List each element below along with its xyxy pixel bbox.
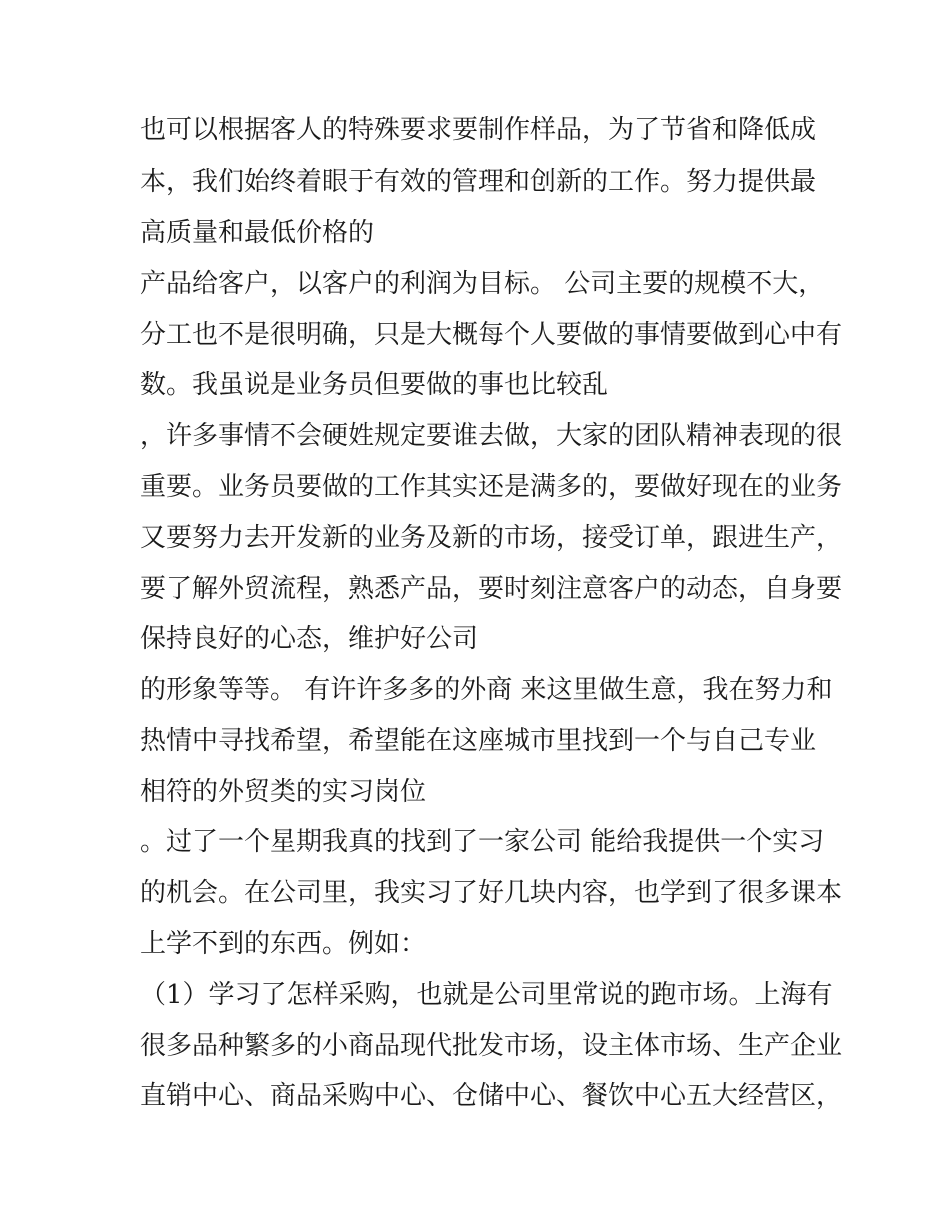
text-line: 要了解外贸流程，熟悉产品，要时刻注意客户的动态，自身要 [140,574,843,604]
text-line: 上学不到的东西。例如： [140,929,427,959]
text-line: 本，我们始终着眼于有效的管理和创新的工作。努力提供最 [140,167,817,197]
text-line: （1）学习了怎样采购，也就是公司里常说的跑市场。上海有 [140,980,833,1010]
text-line: 的形象等等。 有许许多多的外商 来这里做生意，我在努力和 [140,675,833,705]
text-line: 产品给客户，以客户的利润为目标。 公司主要的规模不大， [140,269,825,299]
text-line: 热情中寻找希望，希望能在这座城市里找到一个与自己专业 [140,726,817,756]
text-line: 保持良好的心态，维护好公司 [140,624,479,654]
text-line: 直销中心、商品采购中心、仓储中心、餐饮中心五大经营区， [140,1081,843,1111]
text-line: 又要努力去开发新的业务及新的市场，接受订单，跟进生产， [140,523,843,553]
text-line: 。过了一个星期我真的找到了一家公司 能给我提供一个实习 [140,827,825,857]
text-line: 高质量和最低价格的 [140,218,375,248]
text-line: 分工也不是很明确，只是大概每个人要做的事情要做到心中有 [140,320,843,350]
text-line: 很多品种繁多的小商品现代批发市场，设主体市场、生产企业 [140,1031,843,1061]
text-line: 数。我虽说是业务员但要做的事也比较乱 [140,370,609,400]
text-line: ，许多事情不会硬姓规定要谁去做，大家的团队精神表现的很 [140,421,843,451]
text-line: 重要。业务员要做的工作其实还是满多的，要做好现在的业务 [140,472,843,502]
text-line: 的机会。在公司里，我实习了好几块内容，也学到了很多课本 [140,878,843,908]
text-line: 也可以根据客人的特殊要求要制作样品，为了节省和降低成 [140,115,817,145]
text-line: 相符的外贸类的实习岗位 [140,777,427,807]
